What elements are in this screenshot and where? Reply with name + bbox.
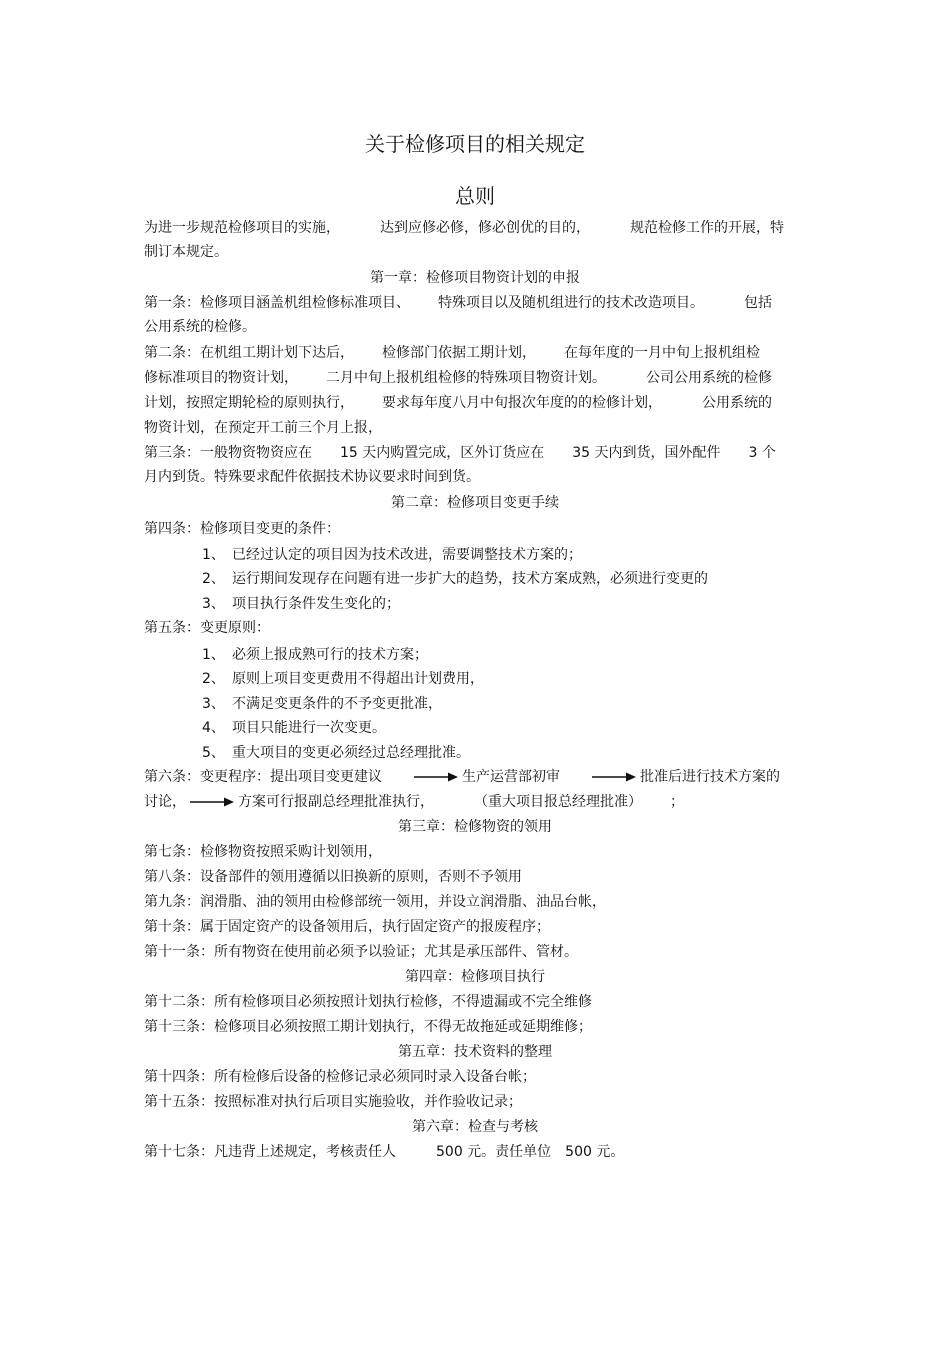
article-2-line-2 — [144, 369, 814, 387]
list-item — [202, 719, 386, 737]
article-17 — [144, 1143, 814, 1161]
list-text: 重大项目的变更必须经过总经理批准。 — [232, 745, 470, 761]
article-text: 15 天内购置完成，区外订货应在 — [340, 445, 545, 461]
article-2-line-1 — [144, 344, 814, 362]
chapter-5-heading: 第五章：技术资料的整理 — [398, 1044, 552, 1060]
article-text: 第六条：变更程序：提出项目变更建议 — [144, 769, 382, 785]
article-6-line-2 — [144, 793, 814, 811]
section-general: 总则 — [455, 184, 495, 208]
list-item — [202, 744, 470, 762]
article-3-line-1 — [144, 444, 814, 462]
list-text: 已经过认定的项目因为技术改进，需要调整技术方案的； — [232, 547, 582, 563]
article-text: 35 天内到货，国外配件 — [572, 445, 721, 461]
article-text: 特殊项目以及随机组进行的技术改造项目。 — [438, 295, 704, 311]
document-title: 关于检修项目的相关规定 — [365, 132, 585, 156]
article-6-line-1 — [144, 768, 814, 786]
article-text: 修标准项目的物资计划， — [144, 370, 298, 386]
list-number: 1、 — [202, 647, 225, 663]
article-text: 第一条：检修项目涵盖机组检修标准项目、 — [144, 295, 410, 311]
list-text: 项目执行条件发生变化的； — [232, 596, 400, 612]
article-text: 公司公用系统的检修 — [646, 370, 772, 386]
article-text: 在每年度的一月中旬上报机组检 — [564, 345, 760, 361]
article-text: 包括 — [744, 295, 772, 311]
arrow-right-icon — [414, 771, 458, 783]
article-text: 第三条：一般物资物资应在 — [144, 445, 312, 461]
article-8: 第八条：设备部件的领用遵循以旧换新的原则，否则不予领用 — [144, 869, 522, 885]
article-text: （重大项目报总经理批准） — [474, 794, 642, 810]
article-3-line-2: 月内到货。特殊要求配件依据技术协议要求时间到货。 — [144, 469, 480, 485]
chapter-4-heading: 第四章：检修项目执行 — [405, 969, 545, 985]
article-13: 第十三条：检修项目必须按照工期计划执行，不得无故拖延或延期维修； — [144, 1019, 592, 1035]
list-item — [202, 595, 400, 613]
article-text: 生产运营部初审 — [462, 769, 560, 785]
article-14: 第十四条：所有检修后设备的检修记录必须同时录入设备台帐； — [144, 1069, 536, 1085]
list-item — [202, 570, 708, 588]
list-number: 2、 — [202, 571, 225, 587]
list-text: 原则上项目变更费用不得超出计划费用， — [232, 671, 484, 687]
article-9: 第九条：润滑脂、油的领用由检修部统一领用，并设立润滑脂、油品台帐， — [144, 894, 606, 910]
article-text: 公用系统的 — [702, 395, 772, 411]
chapter-1-heading: 第一章：检修项目物资计划的申报 — [370, 270, 580, 286]
article-text: 二月中旬上报机组检修的特殊项目物资计划。 — [326, 370, 606, 386]
list-item — [202, 670, 484, 688]
intro-line-1 — [144, 219, 814, 237]
list-text: 不满足变更条件的不予变更批准， — [232, 696, 442, 712]
article-1-line-2: 公用系统的检修。 — [144, 319, 256, 335]
list-item — [202, 546, 582, 564]
article-text: 计划，按照定期轮检的原则执行， — [144, 395, 354, 411]
chapter-3-heading: 第三章：检修物资的领用 — [398, 819, 552, 835]
article-text: 3 个 — [748, 445, 776, 461]
chapter-2-heading: 第二章：检修项目变更手续 — [391, 495, 559, 511]
article-2-line-4: 物资计划，在预定开工前三个月上报， — [144, 420, 382, 436]
arrow-right-icon — [190, 796, 234, 808]
article-text: 第十七条：凡违背上述规定，考核责任人 — [144, 1144, 396, 1160]
article-15: 第十五条：按照标准对执行后项目实施验收，并作验收记录； — [144, 1094, 522, 1110]
intro-text: 为进一步规范检修项目的实施， — [144, 220, 340, 236]
article-1-line-1 — [144, 294, 814, 312]
list-text: 必须上报成熟可行的技术方案； — [232, 647, 428, 663]
list-text: 运行期间发现存在问题有进一步扩大的趋势，技术方案成熟，必须进行变更的 — [232, 571, 708, 587]
article-4: 第四条：检修项目变更的条件： — [144, 521, 340, 537]
article-12: 第十二条：所有检修项目必须按照计划执行检修，不得遗漏或不完全维修 — [144, 994, 592, 1010]
list-number: 5、 — [202, 745, 225, 761]
intro-text: 规范检修工作的开展，特 — [630, 220, 784, 236]
article-7: 第七条：检修物资按照采购计划领用， — [144, 844, 382, 860]
article-text: 方案可行报副总经理批准执行， — [238, 794, 434, 810]
list-number: 3、 — [202, 696, 225, 712]
article-text: 第二条：在机组工期计划下达后， — [144, 345, 354, 361]
list-item — [202, 695, 442, 713]
article-11: 第十一条：所有物资在使用前必须予以验证；尤其是承压部件、管材。 — [144, 944, 578, 960]
article-2-line-3 — [144, 394, 814, 412]
list-text: 项目只能进行一次变更。 — [232, 720, 386, 736]
list-number: 4、 — [202, 720, 225, 736]
arrow-right-icon — [592, 771, 636, 783]
list-number: 2、 — [202, 671, 225, 687]
intro-line-2: 制订本规定。 — [144, 244, 228, 260]
intro-text: 达到应修必修，修必创优的目的， — [380, 220, 590, 236]
list-number: 3、 — [202, 596, 225, 612]
article-text: 批准后进行技术方案的 — [640, 769, 780, 785]
article-text: 500 元。责任单位 — [436, 1144, 552, 1160]
article-5: 第五条：变更原则： — [144, 620, 270, 636]
article-text: 检修部门依据工期计划， — [382, 345, 536, 361]
article-10: 第十条：属于固定资产的设备领用后，执行固定资产的报废程序； — [144, 919, 550, 935]
list-item — [202, 646, 428, 664]
article-text: 要求每年度八月中旬报次年度的的检修计划， — [382, 395, 662, 411]
chapter-6-heading: 第六章：检查与考核 — [412, 1119, 538, 1135]
list-number: 1、 — [202, 547, 225, 563]
article-text: 500 元。 — [565, 1144, 625, 1160]
article-text: 讨论， — [144, 794, 186, 810]
article-text: ； — [670, 794, 684, 810]
